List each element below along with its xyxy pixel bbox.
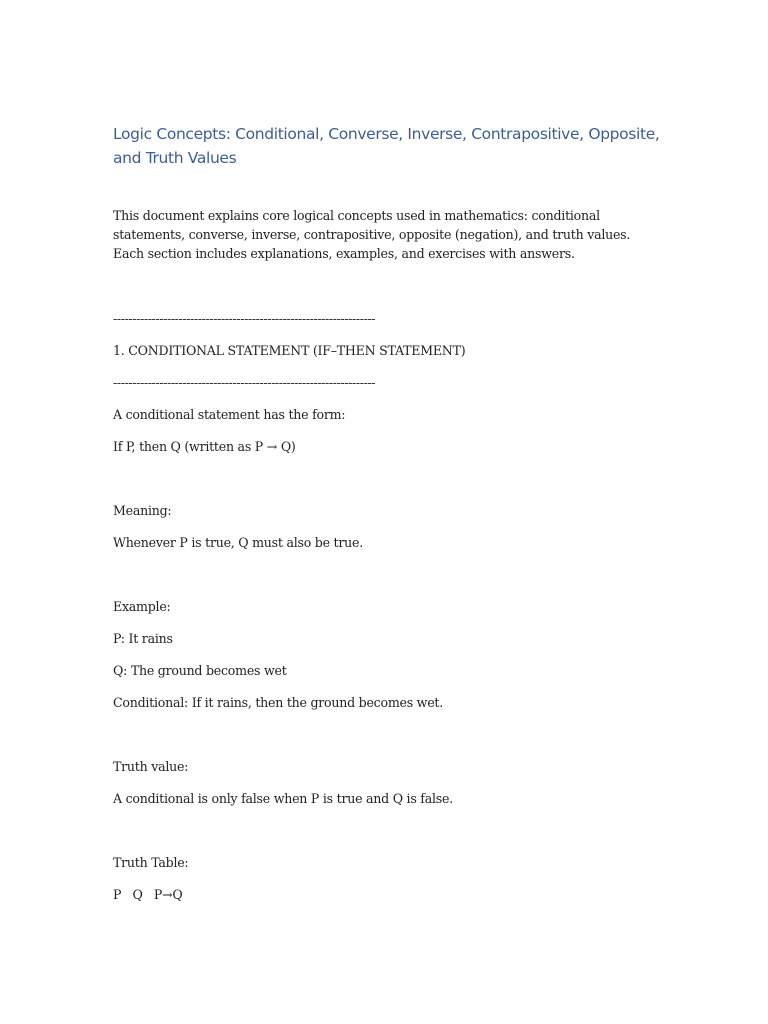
- example-label: Example:: [113, 599, 171, 614]
- section-heading: 1. CONDITIONAL STATEMENT (IF–THEN STATEMENT): [113, 343, 466, 358]
- example-q-text: Q: The ground becomes wet: [113, 663, 287, 678]
- intro-paragraph: This document explains core logical concepts used in mathematics: conditional statements, converse, inverse, contrapositive, opposite (negation), and truth values. Each section includes explanations, examples, and exercises with answers.: [113, 208, 631, 261]
- truth-table-label: Truth Table:: [113, 855, 189, 870]
- separator-top: --------------------------------------------------------------------: [113, 311, 376, 326]
- meaning-label: Meaning:: [113, 503, 172, 518]
- truth-value-text: A conditional is only false when P is true and Q is false.: [113, 791, 453, 806]
- form-text: If P, then Q (written as P → Q): [113, 439, 296, 454]
- separator-bottom: --------------------------------------------------------------------: [113, 375, 376, 390]
- truth-table-header: P Q P→Q: [113, 887, 183, 902]
- truth-value-label: Truth value:: [113, 759, 189, 774]
- form-intro-text: A conditional statement has the form:: [113, 407, 346, 422]
- example-conditional-text: Conditional: If it rains, then the ground becomes wet.: [113, 695, 443, 710]
- meaning-text: Whenever P is true, Q must also be true.: [113, 535, 363, 550]
- example-p-text: P: It rains: [113, 631, 173, 646]
- document-title: Logic Concepts: Conditional, Converse, Inverse, Contrapositive, Opposite, and Truth Values: [113, 125, 660, 167]
